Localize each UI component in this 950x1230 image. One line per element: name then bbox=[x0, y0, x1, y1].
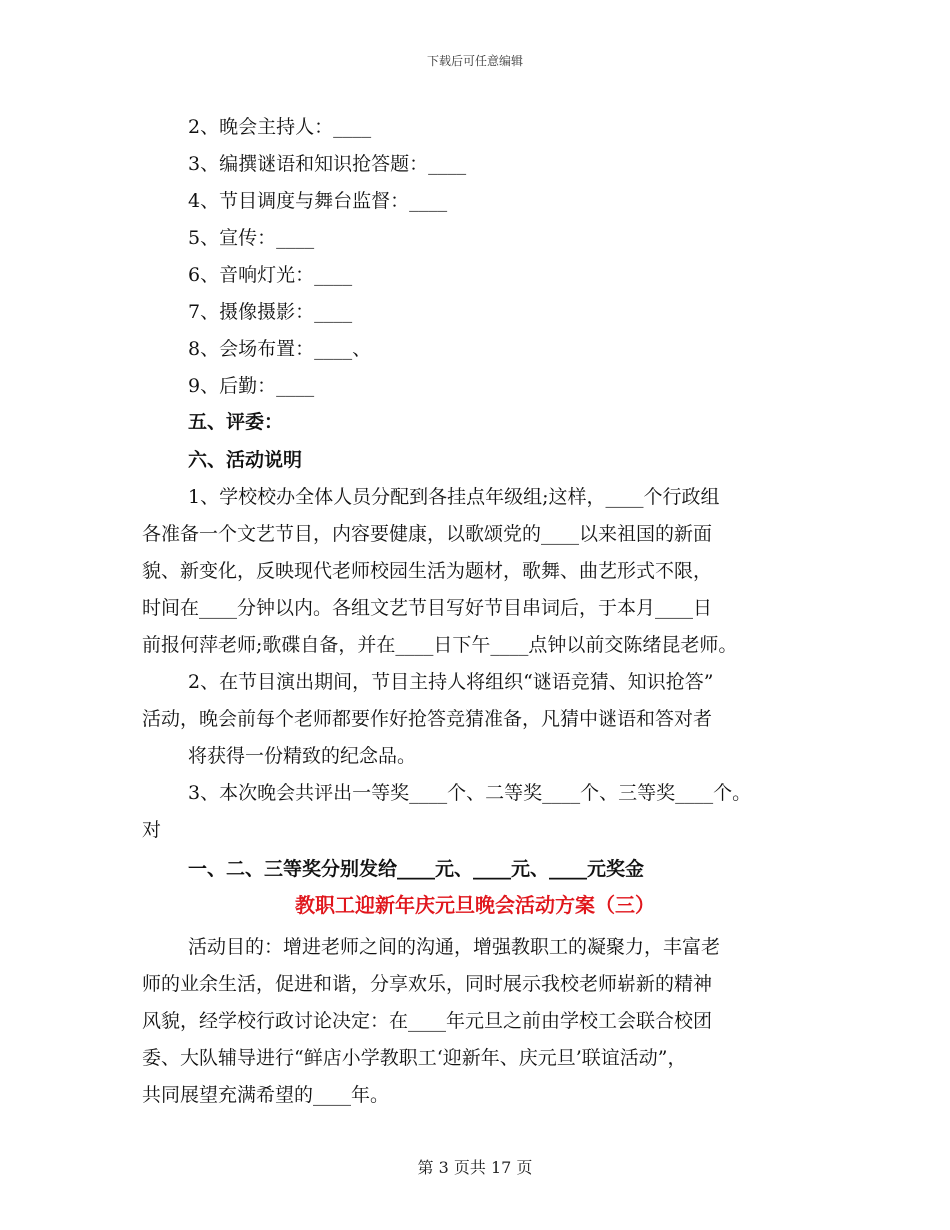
purpose-line-1: 活动目的：增进老师之间的沟通，增强教职工的凝聚力，丰富老 bbox=[188, 936, 721, 958]
purpose-line-4: 委、大队辅导进行“鲜店小学教职工‘迎新年、庆元旦’联谊活动”， bbox=[142, 1047, 687, 1069]
para1-line-3: 貌、新变化，反映现代老师校园生活为题材，歌舞、曲艺形式不限， bbox=[142, 560, 713, 582]
para3-line-1: 3、本次晚会共评出一等奖____个、二等奖____个、三等奖____个。 bbox=[188, 782, 752, 804]
prize-amount-line: 一、二、三等奖分别发给____元、____元、____元奖金 bbox=[188, 858, 645, 880]
para3-line-2: 对 bbox=[142, 819, 162, 841]
para2-line-3: 将获得一份精致的纪念品。 bbox=[188, 745, 417, 767]
section-description-heading: 六、活动说明 bbox=[188, 449, 303, 471]
role-item-publicity: 5、宣传：____ bbox=[188, 227, 315, 249]
role-item-sound-light: 6、音响灯光：____ bbox=[188, 264, 353, 286]
para1-line-4: 时间在____分钟以内。各组文艺节目写好节目串词后，于本月____日 bbox=[142, 597, 713, 619]
para1-line-1: 1、学校校办全体人员分配到各挂点年级组;这样，____个行政组 bbox=[188, 486, 720, 508]
purpose-line-3: 风貌，经学校行政讨论决定：在____年元旦之前由学校工会联合校团 bbox=[142, 1010, 713, 1032]
section-judges-heading: 五、评委： bbox=[188, 411, 284, 433]
para1-line-5: 前报何萍老师;歌碟自备，并在____日下午____点钟以前交陈绪昆老师。 bbox=[142, 634, 738, 656]
page-header-note: 下载后可任意编辑 bbox=[426, 54, 523, 68]
purpose-line-5: 共同展望充满希望的____年。 bbox=[142, 1084, 390, 1106]
role-item-host: 2、晚会主持人：____ bbox=[188, 116, 372, 138]
purpose-line-2: 师的业余生活，促进和谐，分享欢乐，同时展示我校老师崭新的精神 bbox=[142, 973, 713, 995]
section-title: 教职工迎新年庆元旦晚会活动方案（三） bbox=[295, 893, 655, 917]
role-item-stage: 4、节目调度与舞台监督：____ bbox=[188, 190, 448, 212]
role-item-photo: 7、摄像摄影：____ bbox=[188, 301, 353, 323]
role-item-logistics: 9、后勤：____ bbox=[188, 375, 315, 397]
role-item-riddles: 3、编撰谜语和知识抢答题：____ bbox=[188, 153, 467, 175]
para1-line-2: 各准备一个文艺节目，内容要健康，以歌颂党的____以来祖国的新面 bbox=[142, 523, 713, 545]
para2-line-2: 活动，晚会前每个老师都要作好抢答竞猜准备，凡猜中谜语和答对者 bbox=[142, 708, 713, 730]
page-footer: 第 3 页共 17 页 bbox=[417, 1158, 533, 1177]
para2-line-1: 2、在节目演出期间，节目主持人将组织“谜语竞猜、知识抢答” bbox=[188, 671, 714, 693]
role-item-venue: 8、会场布置：____、 bbox=[188, 338, 372, 360]
